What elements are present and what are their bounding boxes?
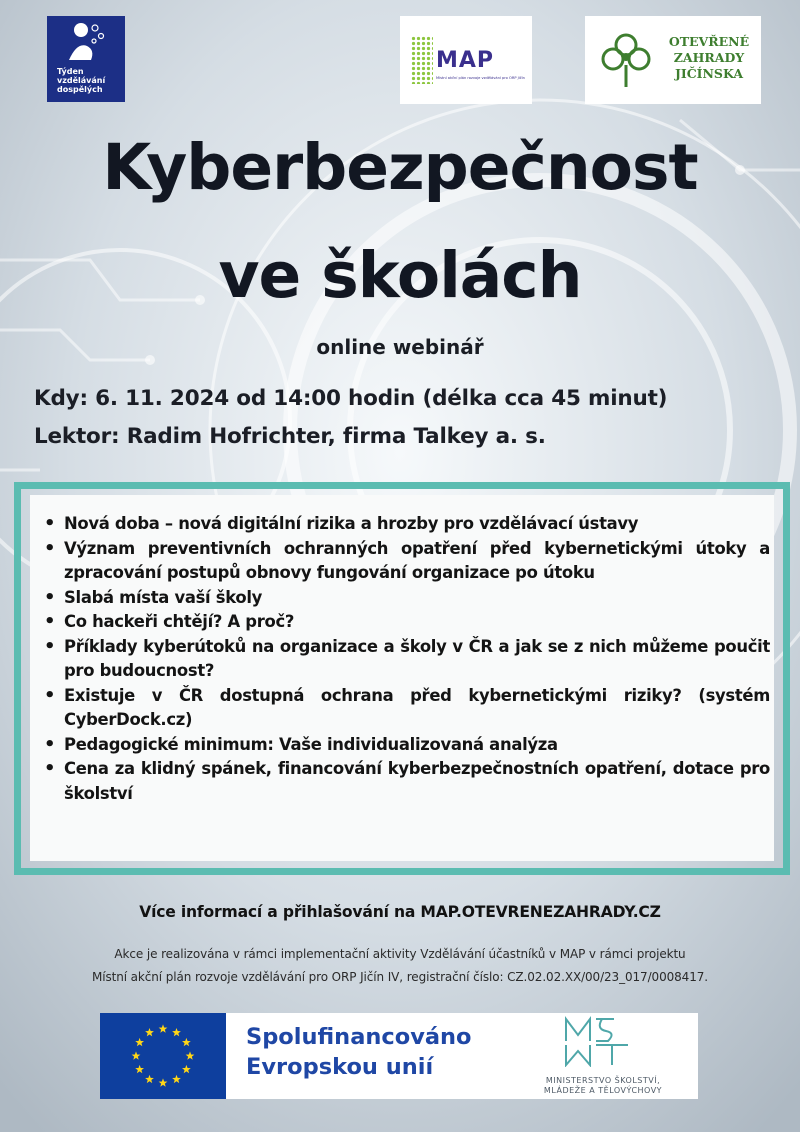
map-dots-icon [411, 36, 433, 84]
page-title-line-2: ve školách [218, 239, 582, 312]
subtitle: online webinář [316, 335, 484, 359]
fineprint-line-2: Místní akční plán rozvoje vzdělávání pro ORP Jičín IV, registrační číslo: CZ.02.02.XX/00/23_017/0008417. [91, 970, 708, 984]
eu-text-line-1: Spolufinancováno [246, 1024, 472, 1050]
eu-star [159, 1024, 168, 1032]
msmt-logo-icon [562, 1015, 632, 1067]
otevrene-zahrady-text [659, 34, 759, 82]
topic-item: • Existuje v ČR dostupná ochrana před kybernetickými riziky? (systém CyberDock.cz) [40, 684, 770, 733]
oz-line-2: ZAHRADY [673, 50, 745, 65]
topic-item: • Nová doba – nová digitální rizika a hrozby pro vzdělávací ústavy [40, 512, 770, 537]
topics-list [40, 512, 770, 806]
map-logo [400, 16, 532, 104]
msmt-line-2: MLÁDEŽE A TĚLOVÝCHOVY [543, 1086, 663, 1095]
eu-star [132, 1051, 141, 1059]
oz-line-3: JIČÍNSKA [674, 66, 744, 81]
event-date: Kdy: 6. 11. 2024 od 14:00 hodin (délka cca 45 minut) [34, 386, 668, 411]
msmt-text [508, 1076, 698, 1096]
eu-cofinanced-text [246, 1022, 472, 1082]
oz-line-1: OTEVŘENÉ [668, 34, 750, 49]
fineprint-line-1: Akce je realizována v rámci implementační aktivity Vzdělávání účastníků v MAP v rámci projektu [114, 947, 686, 961]
eu-star [186, 1051, 195, 1059]
otevrene-zahrady-logo [585, 16, 761, 104]
registration-info: Více informací a přihlašování na MAP.OTEVRENEZAHRADY.CZ [139, 903, 661, 921]
eu-star [182, 1038, 191, 1046]
clover-icon [591, 25, 661, 95]
page-title-line-1: Kyberbezpečnost [102, 131, 698, 204]
topic-item: • Příklady kyberútoků na organizace a školy v ČR a jak se z nich můžeme poučit pro budoucnost? [40, 635, 770, 684]
topic-item: • Cena za klidný spánek, financování kyberbezpečnostních opatření, dotace pro školství [40, 757, 770, 806]
event-lecturer: Lektor: Radim Hofrichter, firma Talkey a. s. [34, 424, 546, 449]
eu-star [182, 1065, 191, 1073]
eu-star [172, 1028, 181, 1036]
eu-star [135, 1038, 144, 1046]
map-logo-tagline: Místní akční plán rozvoje vzdělávání pro ORP Jičín [436, 76, 525, 80]
eu-star [172, 1075, 181, 1083]
topic-item: • Co hackeři chtějí? A proč? [40, 610, 770, 635]
topic-item: • Pedagogické minimum: Vaše individualizovaná analýza [40, 733, 770, 758]
eu-star [159, 1078, 168, 1086]
topic-item: • Slabá místa vaší školy [40, 586, 770, 611]
msmt-line-1: MINISTERSTVO ŠKOLSTVÍ, [545, 1076, 661, 1085]
eu-star [135, 1065, 144, 1073]
eu-text-line-2: Evropskou unií [246, 1054, 434, 1080]
eu-star [145, 1028, 154, 1036]
reader-icon [47, 16, 125, 66]
tyden-logo-text: Týden vzdělávání dospělých [57, 67, 106, 94]
eu-flag-icon [100, 1013, 226, 1099]
tyden-vzdelavani-logo [47, 16, 125, 102]
eu-stars-icon [100, 1013, 226, 1099]
eu-star [145, 1075, 154, 1083]
topic-item: • Význam preventivních ochranných opatření před kybernetickými útoky a zpracování postupů obnovy fungování organizace po útoku [40, 537, 770, 586]
map-logo-word: MAP [436, 48, 495, 73]
